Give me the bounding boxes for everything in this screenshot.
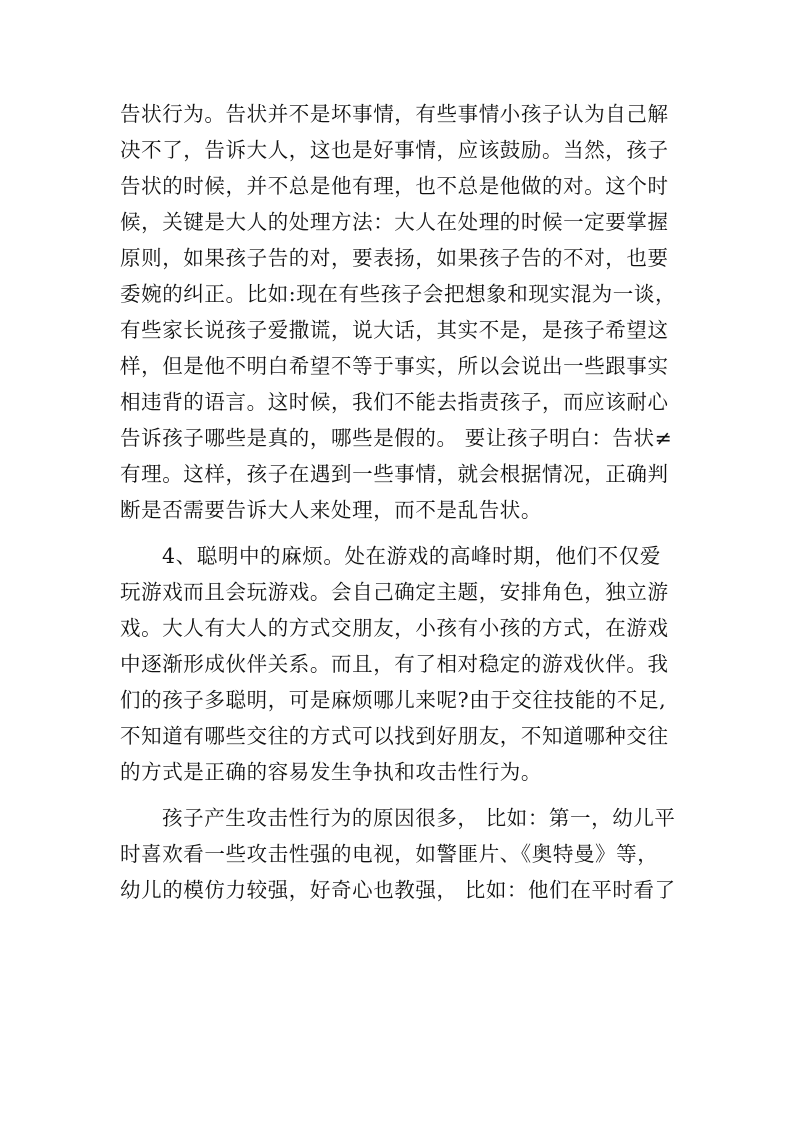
text-line: 告诉孩子哪些是真的，哪些是假的。 要让孩子明白：告状≠ — [120, 426, 673, 450]
text-line: 候，关键是大人的处理方法：大人在处理的时候一定要掌握 — [120, 210, 669, 234]
text-line: 有理。这样，孩子在遇到一些事情，就会根据情况，正确判 — [120, 462, 669, 486]
text-line: 4、聪明中的麻烦。处在游戏的高峰时期，他们不仅爱 — [162, 544, 661, 568]
text-line: 中逐渐形成伙伴关系。而且，有了相对稳定的游戏伙伴。我 — [120, 652, 669, 676]
paragraph-gap — [120, 528, 700, 538]
text-line: 孩子产生攻击性行为的原因很多， 比如：第一，幼儿平 — [162, 806, 676, 830]
paragraph — [120, 538, 700, 790]
text-line: 幼儿的模仿力较强，好奇心也教强， 比如：他们在平时看了 — [120, 878, 676, 902]
paragraph — [120, 800, 700, 908]
text-line: 戏。大人有大人的方式交朋友，小孩有小孩的方式，在游戏 — [120, 616, 669, 640]
text-line: 告状行为。告状并不是坏事情，有些事情小孩子认为自己解 — [120, 102, 669, 126]
text-line: 相违背的语言。这时候，我们不能去指责孩子，而应该耐心 — [120, 390, 669, 414]
paragraph — [120, 96, 700, 528]
text-line: 决不了，告诉大人，这也是好事情，应该鼓励。当然，孩子 — [120, 138, 669, 162]
paragraph-gap — [120, 790, 700, 800]
document-body — [120, 96, 700, 908]
text-line: 不知道有哪些交往的方式可以找到好朋友，不知道哪种交往 — [120, 724, 669, 748]
text-line: 告状的时候，并不总是他有理，也不总是他做的对。这个时 — [120, 174, 669, 198]
text-line: 玩游戏而且会玩游戏。会自己确定主题，安排角色，独立游 — [120, 580, 669, 604]
text-line: 的方式是正确的容易发生争执和攻击性行为。 — [120, 760, 542, 784]
text-line: 委婉的纠正。比如:现在有些孩子会把想象和现实混为一谈， — [120, 282, 677, 306]
text-line: 原则，如果孩子告的对，要表扬，如果孩子告的不对，也要 — [120, 246, 669, 270]
text-line: 样，但是他不明白希望不等于事实，所以会说出一些跟事实 — [120, 354, 669, 378]
text-line: 们的孩子多聪明，可是麻烦哪儿来呢?由于交往技能的不足, — [120, 688, 667, 712]
text-line: 断是否需要告诉大人来处理，而不是乱告状。 — [120, 498, 542, 522]
text-line: 有些家长说孩子爱撒谎，说大话，其实不是，是孩子希望这 — [120, 318, 669, 342]
text-line: 时喜欢看一些攻击性强的电视，如警匪片、《奥特曼》等， — [120, 842, 659, 866]
